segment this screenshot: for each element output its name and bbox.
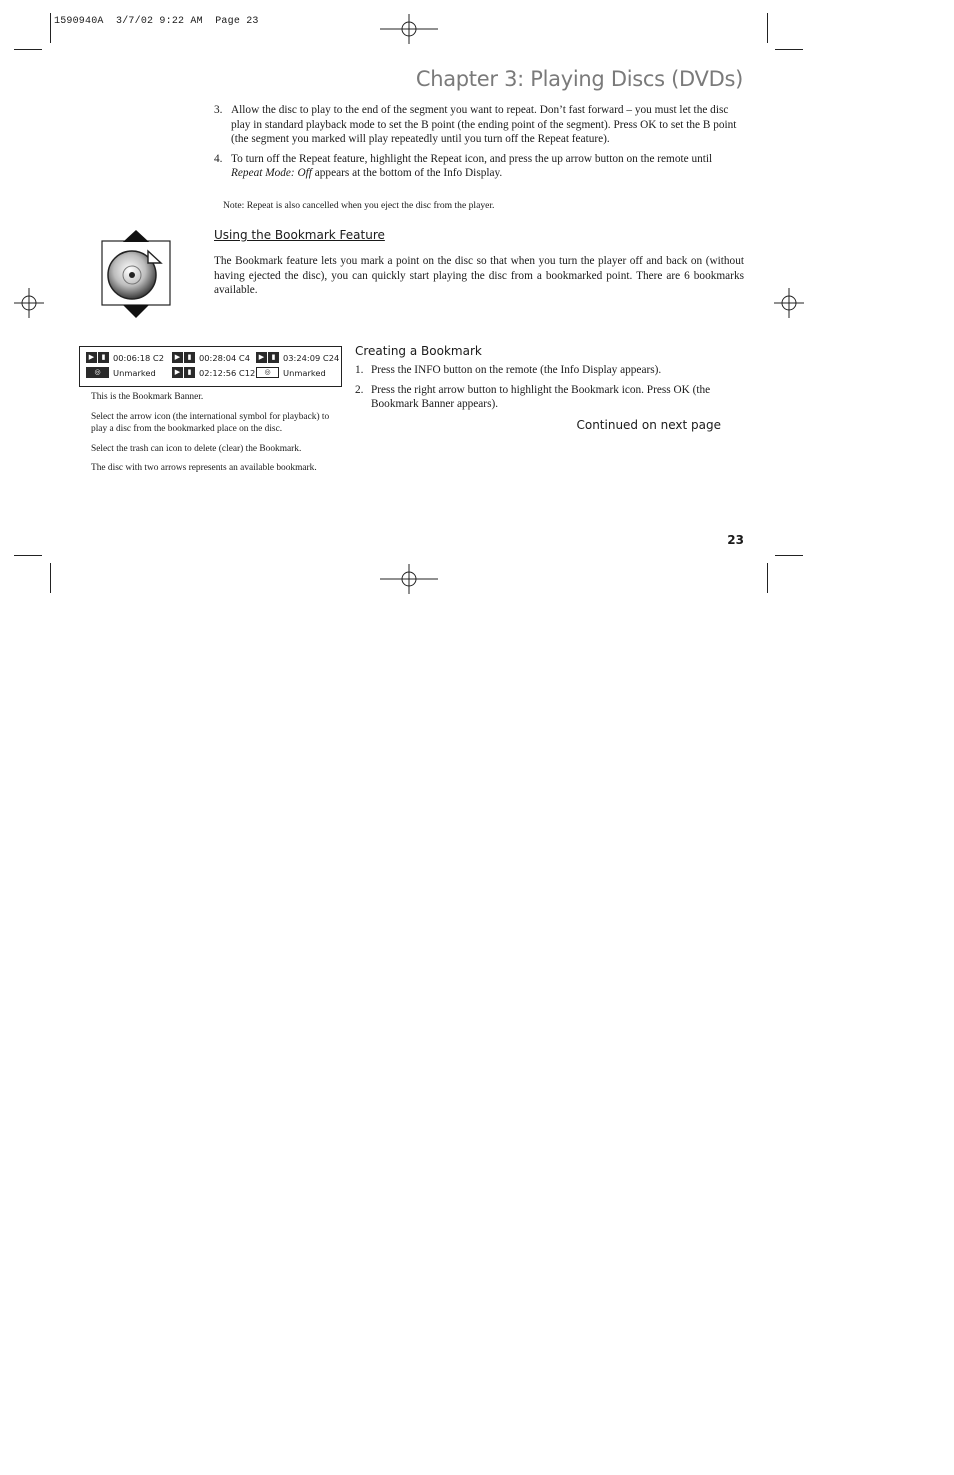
bookmark-slot-4: ◎ Unmarked <box>86 366 156 379</box>
repeat-mode-off-text: Repeat Mode: Off <box>231 167 312 180</box>
registration-mark-top <box>380 14 438 44</box>
caption-arrow-icon: Select the arrow icon (the international symbol for playback) to play a disc from the bookmarked place on the disc. <box>91 411 330 435</box>
caption-disc-icon: The disc with two arrows represents an available bookmark. <box>91 463 317 474</box>
registration-mark-bottom <box>380 564 438 594</box>
disc-arrows-icon: ◎ <box>86 367 109 378</box>
bookmark-slot-3: ▶ ▮ 03:24:09 C24 <box>256 351 339 364</box>
creating-bookmark-steps <box>355 363 745 417</box>
play-icon: ▶ <box>172 352 183 363</box>
disc-arrows-icon: ◎ <box>256 367 279 378</box>
bookmark-banner <box>79 346 342 387</box>
play-icon: ▶ <box>172 367 183 378</box>
registration-mark-left <box>14 288 44 318</box>
repeat-step-4: 4. To turn off the Repeat feature, highlight the Repeat icon, and press the up arrow button on the remote until Repeat Mode: Off appears at the bottom of the Info Display. <box>214 152 713 180</box>
creating-step-2: 2. Press the right arrow button to highlight the Bookmark icon. Press OK (the Bookmark Banner appears). <box>355 383 711 411</box>
trash-icon: ▮ <box>268 352 279 363</box>
repeat-step-3: 3. Allow the disc to play to the end of the segment you want to repeat. Don’t fast forward – you must let the disc play in standard playback mode to set the B point (the ending point of the segment). Press OK to set the B point (the segment you marked will play repeatedly until you turn off the Repeat feature). <box>214 104 737 146</box>
bookmark-slot-1: ▶ ▮ 00:06:18 C2 <box>86 351 164 364</box>
bookmark-slot-2: ▶ ▮ 00:28:04 C4 <box>172 351 250 364</box>
bookmark-slot-5: ▶ ▮ 02:12:56 C12 <box>172 366 255 379</box>
trash-icon: ▮ <box>184 367 195 378</box>
bookmark-disc-icon <box>98 229 174 319</box>
bookmark-section-heading: Using the Bookmark Feature <box>214 228 385 242</box>
play-icon: ▶ <box>86 352 97 363</box>
page-number: 23 <box>727 533 744 547</box>
chapter-title: Chapter 3: Playing Discs (DVDs) <box>415 67 743 91</box>
caption-trash-icon: Select the trash can icon to delete (clear) the Bookmark. <box>91 443 302 454</box>
registration-mark-right <box>774 288 804 318</box>
caption-banner: This is the Bookmark Banner. <box>91 392 204 402</box>
creating-step-1: 1. Press the INFO button on the remote (the Info Display appears). <box>355 364 662 376</box>
banner-captions <box>91 391 337 482</box>
creating-bookmark-heading: Creating a Bookmark <box>355 344 482 358</box>
bookmark-slot-6: ◎ Unmarked <box>256 366 326 379</box>
repeat-note: Note: Repeat is also cancelled when you eject the disc from the player. <box>223 200 495 211</box>
print-slug: 1590940A 3/7/02 9:22 AM Page 23 <box>54 16 259 27</box>
trash-icon: ▮ <box>98 352 109 363</box>
continued-on-next-page: Continued on next page <box>576 418 721 432</box>
trash-icon: ▮ <box>184 352 195 363</box>
bookmark-section-paragraph: The Bookmark feature lets you mark a point on the disc so that when you turn the player off and back on (without having ejected the disc), you can quickly start playing the disc from a bookmarked point. There are 6 bookmarks available. <box>214 255 744 297</box>
repeat-steps <box>214 103 744 186</box>
play-icon: ▶ <box>256 352 267 363</box>
